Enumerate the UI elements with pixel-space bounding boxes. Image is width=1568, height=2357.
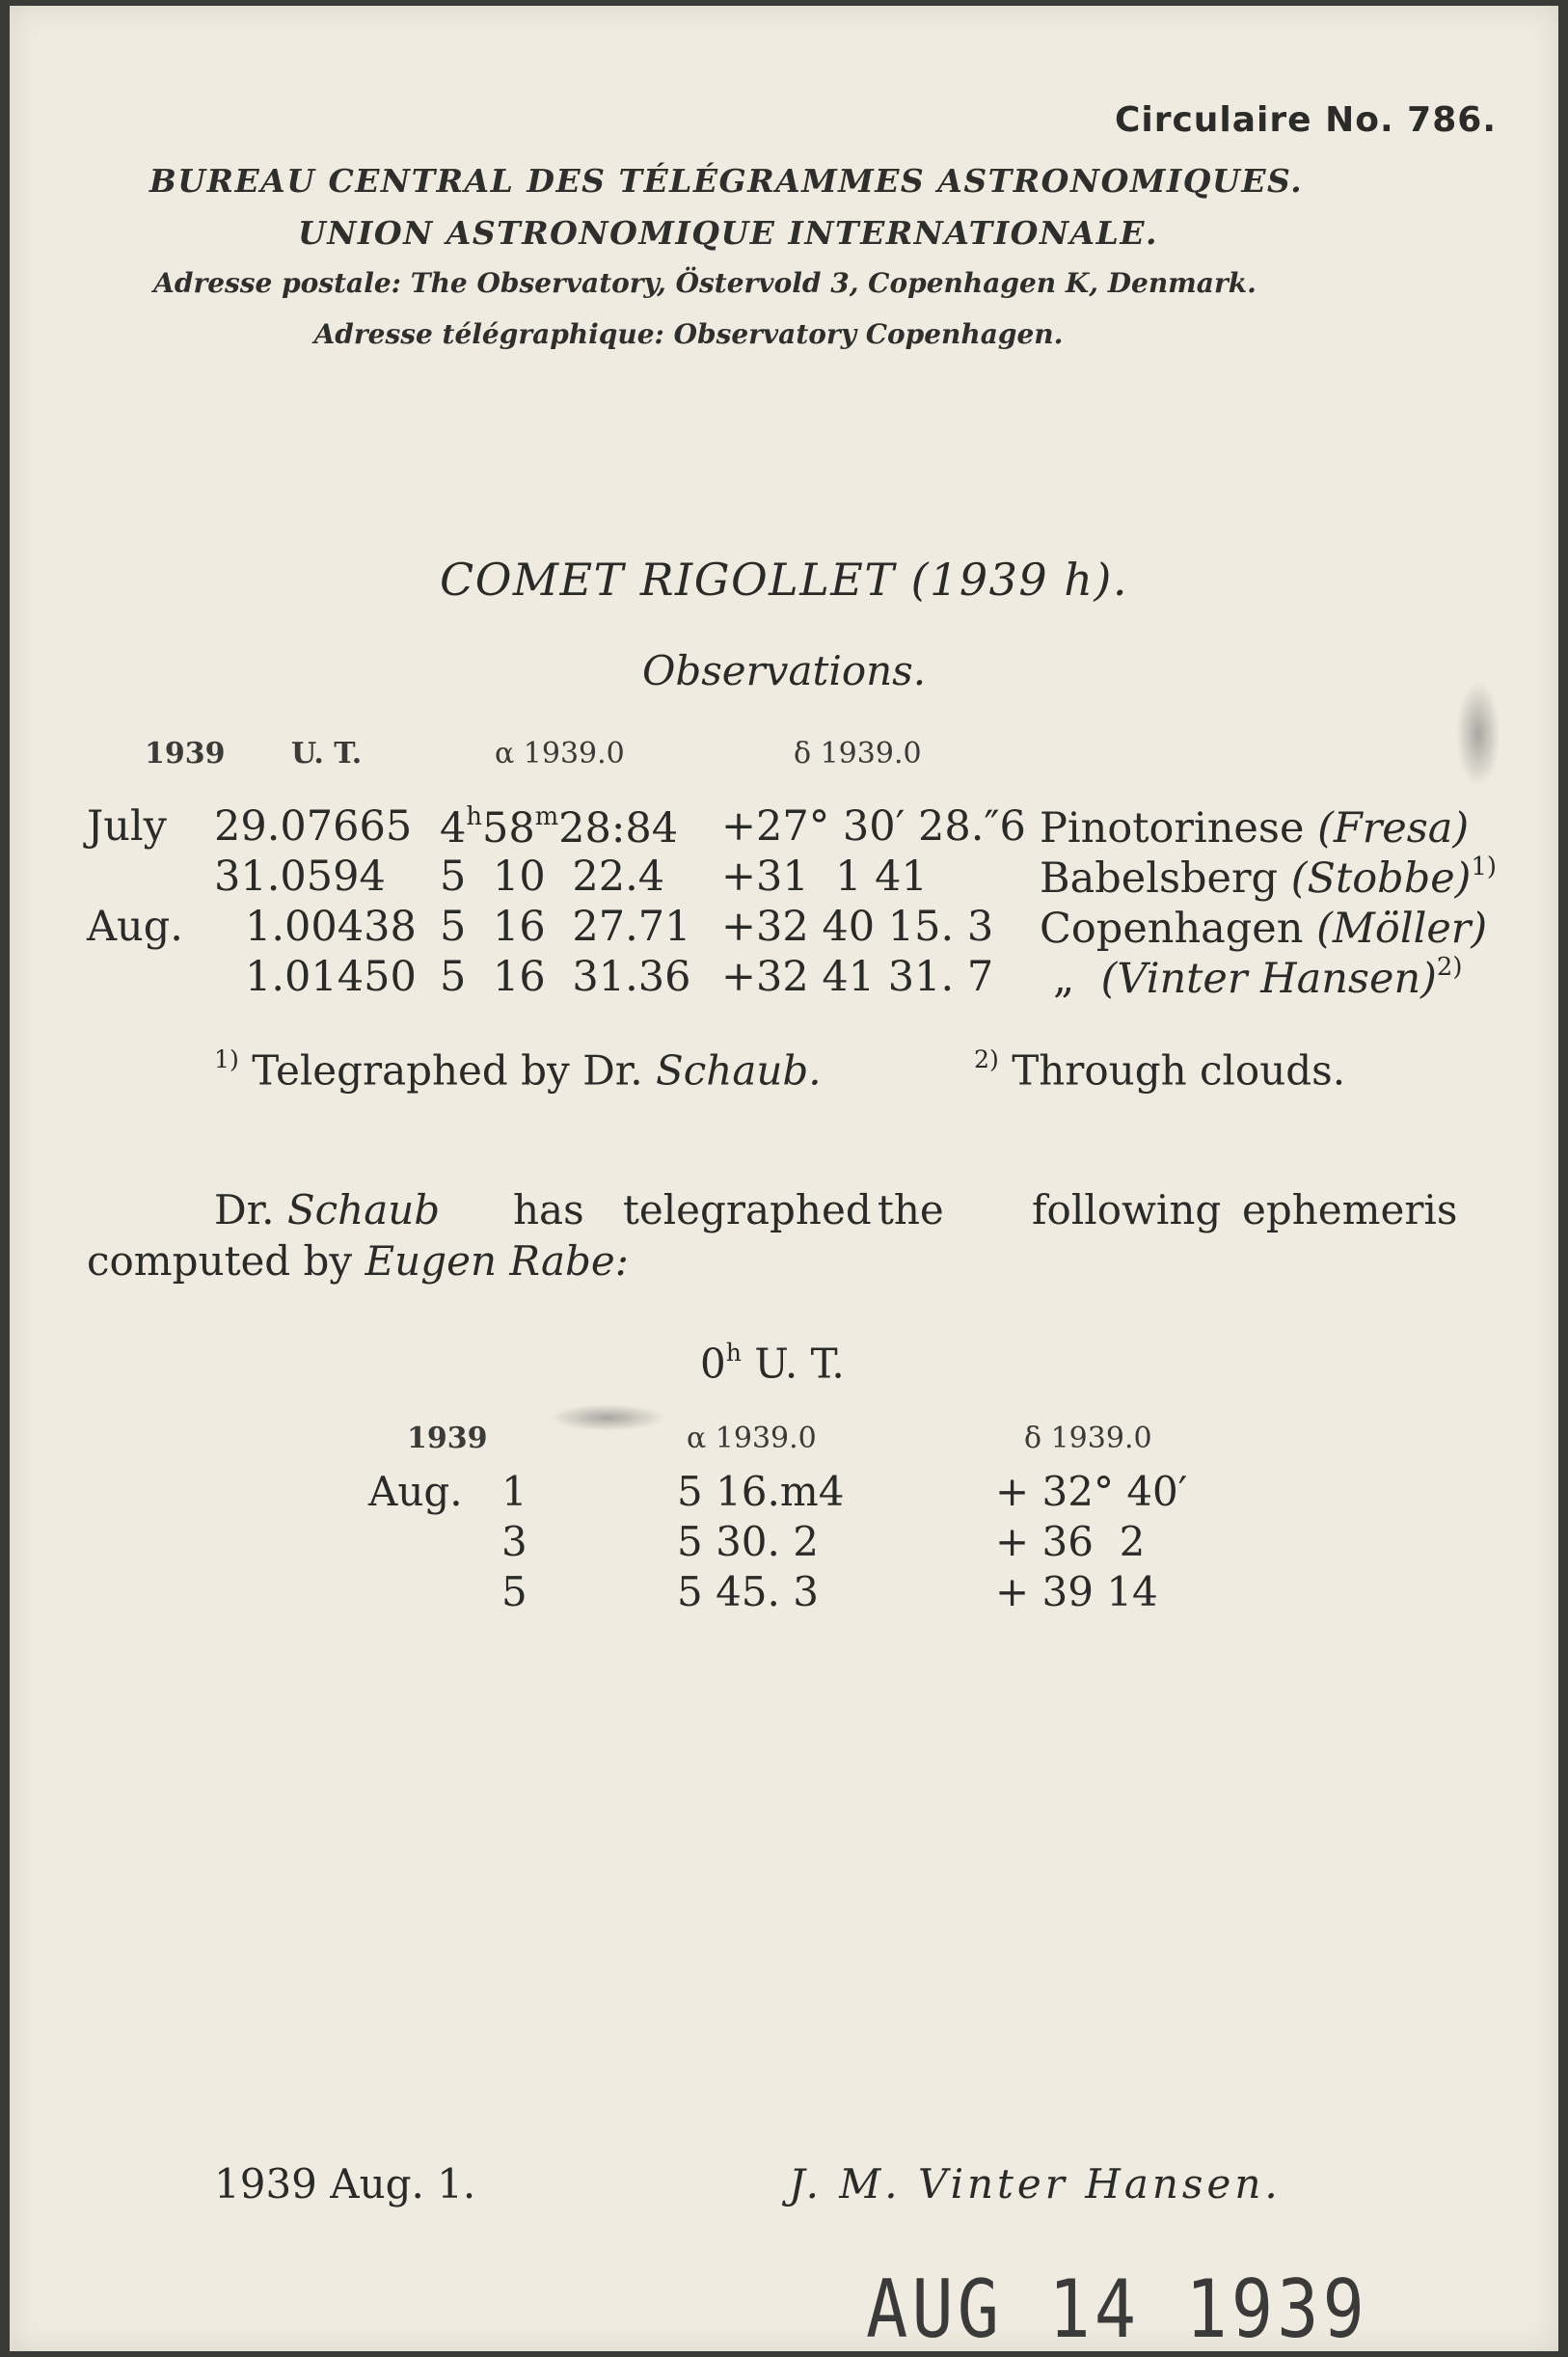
paragraph-word: has	[513, 1186, 584, 1233]
postal-address: Adresse postale: The Observatory, Östervold 3, Copenhagen K, Denmark.	[153, 267, 1257, 299]
obs-date: 1.01450	[245, 953, 417, 1001]
eph-ra: 5 45. 3	[677, 1568, 819, 1615]
observations-heading: Observations.	[641, 647, 927, 694]
obs-observatory: Babelsberg (Stobbe)$^{1)}$	[1040, 853, 1497, 904]
obs-header-year: 1939	[145, 737, 226, 771]
obs-header-ra: α 1939.0	[495, 737, 625, 771]
eph-day: 1	[501, 1468, 527, 1515]
circular-card	[10, 6, 1558, 2351]
signature: J. M. Vinter Hansen.	[789, 2160, 1282, 2208]
obs-dec: +31 1 41	[721, 853, 928, 901]
footnote-2: $^{2)}$ Through clouds.	[974, 1045, 1346, 1095]
circular-date: 1939 Aug. 1.	[214, 2160, 476, 2208]
received-date-stamp: AUG 14 1939	[866, 2262, 1368, 2351]
paragraph-word: the	[878, 1186, 944, 1233]
eph-dec: + 39 14	[995, 1568, 1158, 1615]
paragraph-line-2: computed by Eugen Rabe:	[87, 1237, 629, 1285]
obs-date: 31.0594	[214, 853, 386, 901]
obs-ra: 5 16 27.71	[440, 903, 691, 951]
eph-month: Aug.	[368, 1468, 463, 1515]
eph-header-year: 1939	[407, 1422, 488, 1455]
footnote-1: $^{1)}$ Telegraphed by Dr. Schaub.	[214, 1045, 822, 1095]
eph-ra: 5 30. 2	[677, 1518, 819, 1565]
eph-header-dec: δ 1939.0	[1024, 1422, 1152, 1455]
eph-day: 5	[501, 1568, 527, 1615]
eph-day: 3	[501, 1518, 527, 1565]
obs-dec: +32 40 15. 3	[721, 903, 994, 951]
obs-ra: 4$^h$58$^m$28:84	[440, 802, 679, 853]
eph-header-ra: α 1939.0	[687, 1422, 817, 1455]
obs-observatory: Pinotorinese (Fresa)	[1040, 804, 1470, 853]
bureau-name: BUREAU CENTRAL DES TÉLÉGRAMMES ASTRONOMIQUES.	[149, 162, 1304, 200]
obs-month: July	[87, 802, 167, 851]
circular-number: Circulaire No. 786.	[1114, 100, 1497, 140]
comet-title: COMET RIGOLLET (1939 h).	[440, 554, 1128, 606]
eph-ra: 5 16.m4	[677, 1468, 845, 1515]
obs-header-ut: U. T.	[291, 737, 363, 771]
ink-smudge	[1456, 681, 1500, 787]
obs-header-dec: δ 1939.0	[794, 737, 922, 771]
obs-dec: +32 41 31. 7	[721, 953, 994, 1001]
eph-dec: + 32° 40′	[995, 1468, 1188, 1515]
union-name: UNION ASTRONOMIQUE INTERNATIONALE.	[297, 214, 1159, 252]
obs-observatory: Copenhagen (Möller)	[1040, 905, 1488, 954]
paragraph-word: telegraphed	[623, 1186, 872, 1233]
obs-date: 29.07665	[214, 802, 413, 851]
paragraph-line-1-start: Dr. Schaub	[214, 1186, 441, 1233]
obs-observatory: „ (Vinter Hansen)$^{2)}$	[1053, 953, 1463, 1004]
obs-ra: 5 10 22.4	[440, 853, 665, 901]
eph-dec: + 36 2	[995, 1518, 1146, 1565]
paragraph-word: following	[1032, 1186, 1222, 1233]
obs-date: 1.00438	[245, 903, 417, 951]
obs-ra: 5 16 31.36	[440, 953, 691, 1001]
obs-month: Aug.	[87, 903, 183, 951]
paragraph-word: ephemeris	[1242, 1186, 1458, 1233]
telegraphic-address: Adresse télégraphique: Observatory Copenhagen.	[313, 318, 1064, 350]
obs-dec: +27° 30′ 28.″6	[721, 802, 1026, 851]
ephemeris-epoch: 0$^h$ U. T.	[700, 1339, 845, 1388]
ink-smudge	[550, 1404, 665, 1431]
